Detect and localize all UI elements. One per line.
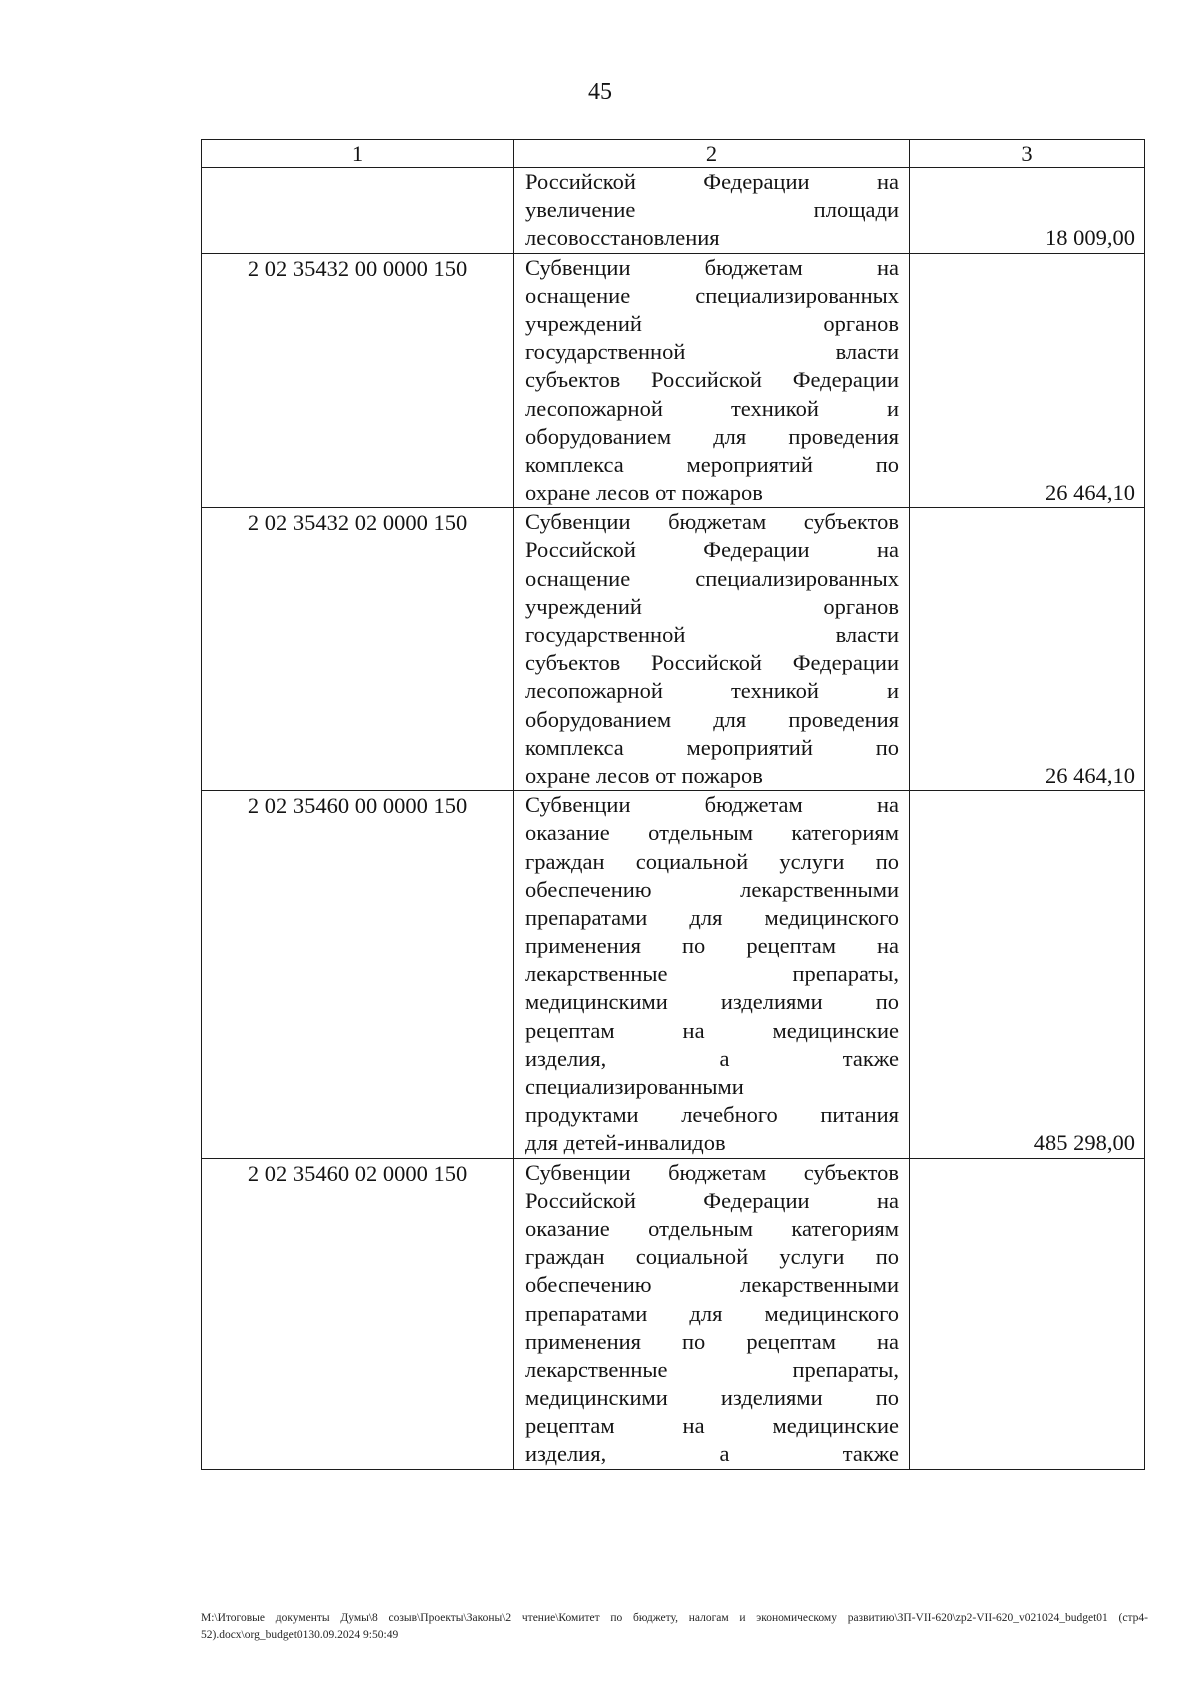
description-word: лесовосстановления (525, 225, 720, 251)
column-header-code: 1 (202, 140, 514, 168)
description-word: Федерации (703, 537, 810, 563)
description-line (525, 677, 899, 705)
amount-cell: 485 298,00 (910, 791, 1145, 1158)
description-word: бюджетам (668, 1159, 767, 1185)
description-word: на (876, 537, 899, 563)
description-word: комплекса (525, 451, 624, 477)
description-word: по (875, 848, 899, 874)
description-word: для (713, 423, 747, 449)
description-line (525, 1243, 899, 1271)
description-word: также (842, 1441, 899, 1467)
description-line (525, 819, 899, 847)
description-word: услуги (779, 1244, 845, 1270)
description-line (525, 848, 899, 876)
amount-cell: 26 464,10 (910, 508, 1145, 791)
description-line (525, 168, 899, 196)
description-word: мероприятий (686, 451, 813, 477)
page-number: 45 (588, 79, 612, 105)
description-word: Субвенции (525, 509, 631, 535)
description-line (525, 366, 899, 394)
description-word: Российской (525, 1187, 636, 1213)
description-word: на (876, 1187, 899, 1213)
description-word: проведения (788, 423, 899, 449)
description-word: медицинские (772, 1413, 899, 1439)
description-word: по (682, 933, 706, 959)
description-line (525, 1271, 899, 1299)
description-line (525, 338, 899, 366)
description-word: бюджетам (668, 509, 767, 535)
description-line (525, 479, 899, 507)
description-word: а (719, 1441, 730, 1467)
description-word: изделиями (720, 1385, 823, 1411)
description-word: специализированных (695, 282, 899, 308)
description-word: социальной (635, 1244, 749, 1270)
table-body (202, 168, 1145, 1470)
revenue-description-cell (514, 168, 910, 254)
description-word: Федерации (792, 367, 899, 393)
description-word: власти (835, 622, 899, 647)
description-word: применения (525, 933, 642, 959)
description-word: на (876, 792, 899, 818)
description-word: увеличение (525, 197, 636, 223)
description-line (525, 1384, 899, 1412)
description-word: Российской (651, 367, 762, 393)
description-word: услуги (779, 848, 845, 874)
description-word: специализированных (695, 565, 899, 591)
description-word: категориям (791, 820, 899, 846)
description-word: также (842, 1045, 899, 1071)
description-word: Федерации (792, 650, 899, 676)
description-word: субъектов (525, 650, 621, 676)
description-word: оказание (525, 1215, 610, 1241)
description-word: медицинского (764, 1300, 899, 1326)
description-line (525, 1129, 899, 1157)
description-word: по (875, 451, 899, 477)
description-word: на (682, 1017, 705, 1043)
description-word: обеспечению (525, 876, 652, 902)
description-line (525, 706, 899, 734)
description-word: для (689, 1300, 723, 1326)
description-word: для (713, 706, 747, 732)
description-word: по (682, 1328, 706, 1354)
description-line (525, 395, 899, 423)
revenue-code-cell (202, 168, 514, 254)
description-word: лесопожарной (525, 678, 663, 704)
description-line (525, 1017, 899, 1045)
description-line (525, 1440, 899, 1468)
description-line (525, 451, 899, 479)
description-line (525, 1328, 899, 1356)
description-word: комплекса (525, 734, 624, 760)
description-word: препараты, (792, 1356, 899, 1382)
description-line (525, 1159, 899, 1187)
revenue-code-cell: 2 02 35460 02 0000 150 (202, 1158, 514, 1469)
description-word: Субвенции (525, 254, 631, 280)
description-line (525, 1412, 899, 1440)
description-word: техникой (730, 678, 819, 704)
amount-cell (910, 1158, 1145, 1469)
description-word: государственной (525, 339, 686, 365)
description-line (525, 649, 899, 677)
revenue-code-cell: 2 02 35432 00 0000 150 (202, 253, 514, 508)
description-word: применения (525, 1328, 642, 1354)
description-word: лекарственными (740, 876, 899, 902)
description-word: учреждений (525, 310, 642, 336)
description-word: Российской (525, 537, 636, 563)
description-word: органов (823, 310, 899, 336)
description-word: на (682, 1413, 705, 1439)
description-word: на (876, 254, 899, 280)
description-line (525, 960, 899, 988)
description-word: техникой (730, 395, 819, 421)
description-line (525, 1073, 899, 1101)
description-word: препаратами (525, 904, 648, 930)
description-word: категориям (791, 1215, 899, 1241)
description-word: оборудованием (525, 706, 672, 732)
description-word: государственной (525, 622, 686, 647)
description-word: Российской (525, 169, 636, 194)
description-word: по (875, 989, 899, 1015)
description-word: Субвенции (525, 1159, 631, 1185)
description-word: субъектов (803, 1159, 899, 1185)
description-word: Российской (651, 650, 762, 676)
description-line (525, 1215, 899, 1243)
description-word: рецептам (525, 1017, 615, 1043)
table-row (202, 508, 1145, 791)
description-word: оказание (525, 820, 610, 846)
description-word: Субвенции (525, 792, 631, 818)
description-word: изделиями (720, 989, 823, 1015)
description-line (525, 762, 899, 790)
description-word: медицинские (772, 1017, 899, 1043)
table-row (202, 791, 1145, 1158)
description-word: органов (823, 593, 899, 619)
description-line (525, 1300, 899, 1328)
description-word: проведения (788, 706, 899, 732)
description-word: лекарственными (740, 1272, 899, 1298)
description-word: Федерации (703, 169, 810, 194)
description-line (525, 508, 899, 536)
amount-cell: 18 009,00 (910, 168, 1145, 254)
description-word: оснащение (525, 565, 631, 591)
description-word: по (875, 734, 899, 760)
description-word: и (886, 395, 899, 421)
description-word: препараты, (792, 961, 899, 987)
description-word: граждан (525, 848, 605, 874)
description-word: рецептам (746, 933, 836, 959)
description-word: рецептам (746, 1328, 836, 1354)
description-word: продуктами (525, 1102, 639, 1128)
description-word: и (886, 678, 899, 704)
description-word: на (876, 933, 899, 959)
description-word: рецептам (525, 1413, 615, 1439)
description-word: лесопожарной (525, 395, 663, 421)
revenue-description-cell (514, 1158, 910, 1469)
description-word: бюджетам (704, 792, 803, 818)
description-line (525, 254, 899, 282)
column-header-name: 2 (514, 140, 910, 168)
table-row (202, 1158, 1145, 1469)
description-word: лекарственные (525, 961, 668, 987)
table-row (202, 253, 1145, 508)
description-word: а (719, 1045, 730, 1071)
description-word: оборудованием (525, 423, 672, 449)
description-line (525, 593, 899, 621)
revenue-description-cell (514, 791, 910, 1158)
table-header-row (202, 140, 1145, 168)
revenue-code-cell: 2 02 35460 00 0000 150 (202, 791, 514, 1158)
description-word: социальной (635, 848, 749, 874)
description-word: граждан (525, 1244, 605, 1270)
description-word: на (876, 169, 899, 194)
description-line (525, 621, 899, 649)
table-row (202, 168, 1145, 254)
description-word: оснащение (525, 282, 631, 308)
description-word: власти (835, 339, 899, 365)
description-word: для детей-инвалидов (525, 1130, 726, 1156)
description-line (525, 988, 899, 1016)
description-word: субъектов (803, 509, 899, 535)
description-line (525, 1101, 899, 1129)
description-word: лечебного (681, 1102, 778, 1128)
document-file-path: М:\Итоговые документы Думы\8 созыв\Проекты\Законы\2 чтение\Комитет по бюджету, налогам и экономическому развитию\ЗП-VII-620\zp2-VII-620_v021024_budget01 (стр4-52).docx\org_budget0130.09.2024 9:50:49 (201, 1612, 1148, 1641)
amount-cell: 26 464,10 (910, 253, 1145, 508)
description-word: мероприятий (686, 734, 813, 760)
description-line (525, 536, 899, 564)
description-line (525, 734, 899, 762)
description-word: питания (820, 1102, 899, 1128)
description-line (525, 196, 899, 224)
description-word: обеспечению (525, 1272, 652, 1298)
description-line (525, 1045, 899, 1073)
description-word: изделия, (525, 1441, 607, 1467)
description-word: на (876, 1328, 899, 1354)
description-line (525, 1356, 899, 1384)
description-word: препаратами (525, 1300, 648, 1326)
description-line (525, 282, 899, 310)
description-word: лекарственные (525, 1356, 668, 1382)
description-word: учреждений (525, 593, 642, 619)
description-word: специализированными (525, 1074, 744, 1099)
description-line (525, 932, 899, 960)
description-word: бюджетам (704, 254, 803, 280)
description-word: охране лесов от пожаров (525, 762, 763, 788)
description-word: медицинскими (525, 1385, 668, 1411)
description-line (525, 1187, 899, 1215)
description-word: медицинскими (525, 989, 668, 1015)
description-word: отдельным (648, 1215, 753, 1241)
column-header-amount: 3 (910, 140, 1145, 168)
description-word: изделия, (525, 1045, 607, 1071)
description-line (525, 791, 899, 819)
description-word: отдельным (648, 820, 753, 846)
description-line (525, 565, 899, 593)
description-word: по (875, 1385, 899, 1411)
description-word: субъектов (525, 367, 621, 393)
description-line (525, 224, 899, 252)
description-line (525, 423, 899, 451)
description-word: медицинского (764, 904, 899, 930)
description-word: по (875, 1244, 899, 1270)
revenue-description-cell (514, 508, 910, 791)
description-word: охране лесов от пожаров (525, 480, 763, 506)
description-line (525, 310, 899, 338)
description-word: для (689, 904, 723, 930)
budget-table (201, 139, 1145, 1470)
description-line (525, 904, 899, 932)
description-line (525, 876, 899, 904)
description-word: Федерации (703, 1187, 810, 1213)
description-word: площади (813, 197, 899, 223)
revenue-description-cell (514, 253, 910, 508)
revenue-code-cell: 2 02 35432 02 0000 150 (202, 508, 514, 791)
